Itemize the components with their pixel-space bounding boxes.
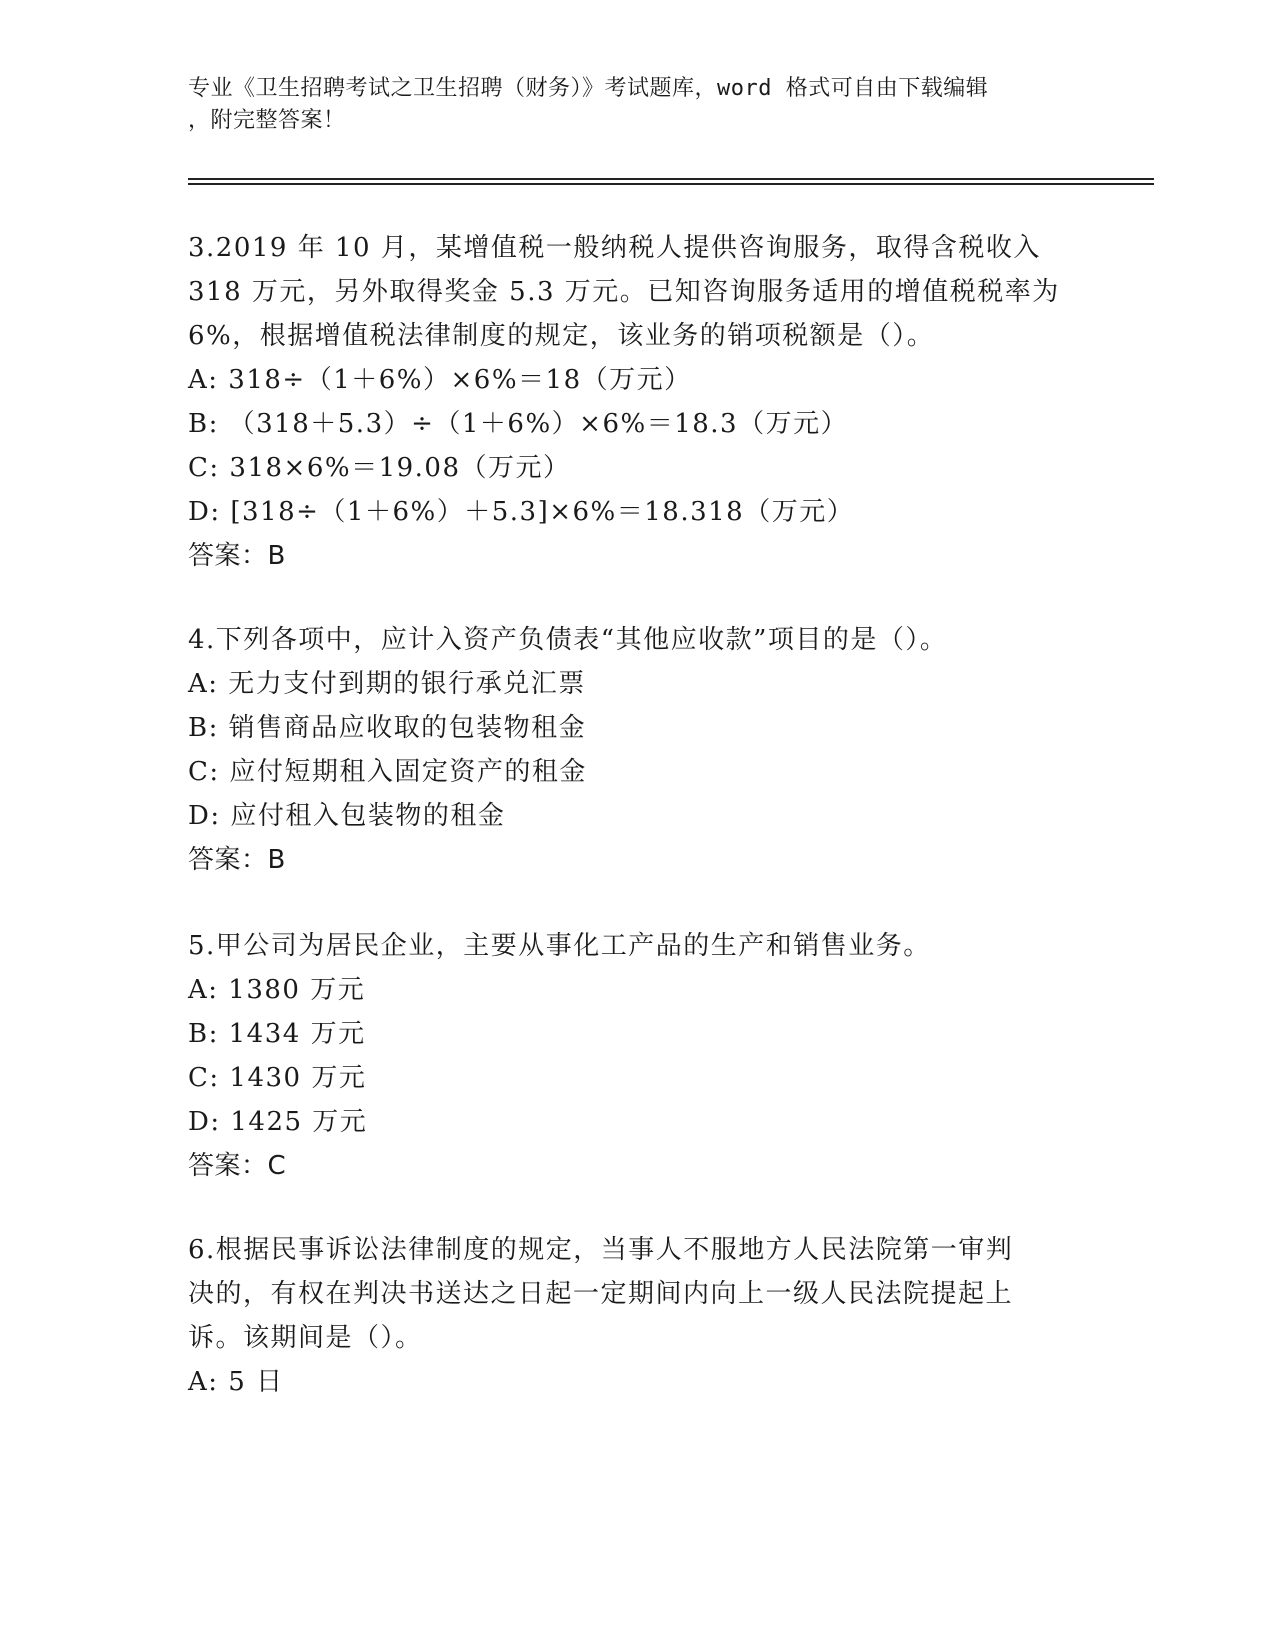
option-a: A: 5 日: [188, 1367, 284, 1397]
option-b: B: 销售商品应收取的包装物租金: [188, 713, 587, 743]
question-stem-line: 4.下列各项中，应计入资产负债表“其他应收款”项目的是（）。: [188, 625, 948, 655]
option-c: C: 1430 万元: [188, 1063, 367, 1093]
option-b: B: （318＋5.3）÷（1＋6%）×6%＝18.3（万元）: [188, 409, 849, 439]
option-a: A: 无力支付到期的银行承兑汇票: [188, 669, 586, 699]
question-stem-line: 6%，根据增值税法律制度的规定，该业务的销项税额是（）。: [188, 321, 935, 351]
option-c: C: 318×6%＝19.08（万元）: [188, 453, 571, 483]
header-line-2: ，附完整答案！: [188, 108, 346, 133]
question-stem-line: 3.2019 年 10 月，某增值税一般纳税人提供咨询服务，取得含税收入: [188, 233, 1041, 263]
answer-label: 答案：B: [188, 845, 286, 875]
option-a: A: 318÷（1＋6%）×6%＝18（万元）: [188, 365, 692, 395]
question-stem-line: 诉。该期间是（）。: [188, 1323, 423, 1353]
document-header: [188, 73, 1088, 137]
header-divider-bottom: [188, 183, 1154, 185]
option-b: B: 1434 万元: [188, 1019, 366, 1049]
question-stem-line: 318 万元，另外取得奖金 5.3 万元。已知咨询服务适用的增值税税率为: [188, 277, 1060, 307]
answer-label: 答案：B: [188, 541, 286, 571]
header-divider-top: [188, 178, 1154, 180]
option-a: A: 1380 万元: [188, 975, 366, 1005]
header-line-1: 专业《卫生招聘考试之卫生招聘（财务）》考试题库，word 格式可自由下载编辑: [188, 76, 989, 101]
question-stem-line: 6.根据民事诉讼法律制度的规定，当事人不服地方人民法院第一审判: [188, 1235, 1014, 1265]
answer-label: 答案：C: [188, 1151, 287, 1181]
question-stem-line: 决的，有权在判决书送达之日起一定期间内向上一级人民法院提起上: [188, 1279, 1014, 1309]
option-d: D: 应付租入包装物的租金: [188, 801, 506, 831]
question-stem-line: 5.甲公司为居民企业，主要从事化工产品的生产和销售业务。: [188, 931, 931, 961]
option-c: C: 应付短期租入固定资产的租金: [188, 757, 587, 787]
option-d: D: 1425 万元: [188, 1107, 368, 1137]
option-d: D: [318÷（1＋6%）＋5.3]×6%＝18.318（万元）: [188, 497, 855, 527]
